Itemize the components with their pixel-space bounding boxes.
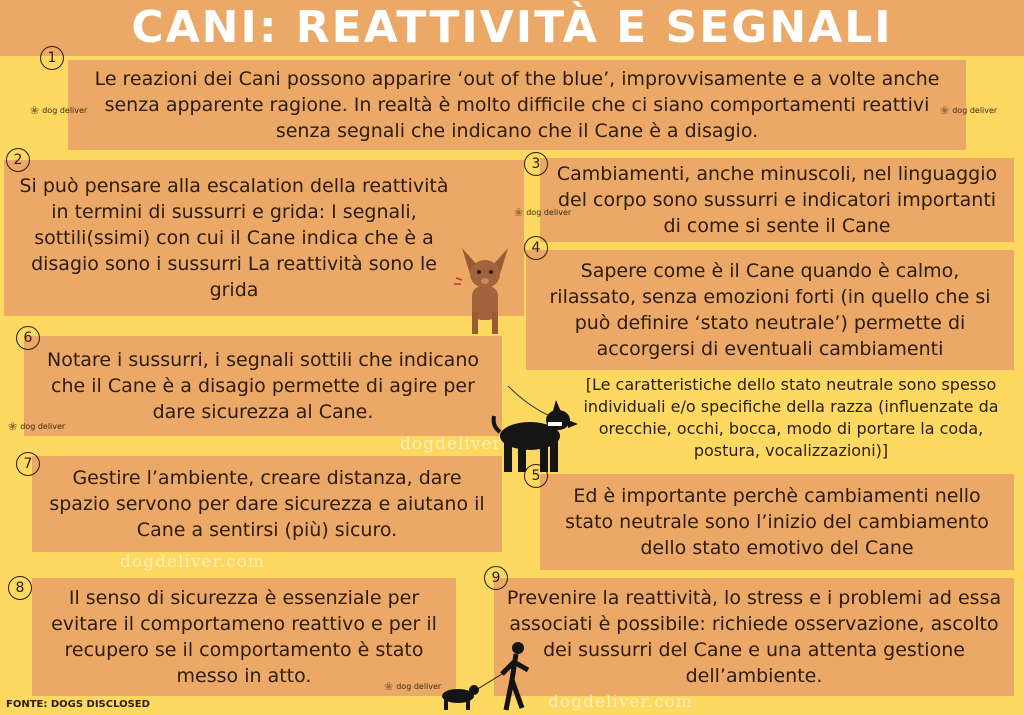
number-7: 7 — [16, 452, 40, 476]
watermark: dogdeliver — [400, 434, 502, 454]
box-1 — [68, 60, 966, 150]
box-1-text: Le reazioni dei Cani possono apparire ‘out of the blue’, improvvisamente e a volte anche senza apparente ragione. In realtà è molto difficile che ci siano comportamenti reattivi senza segnali che indicano che il Cane è a disagio. — [94, 68, 940, 142]
page-title: CANI: REATTIVITÀ E SEGNALI — [131, 2, 893, 53]
number-5: 5 — [524, 464, 548, 488]
person-with-dog-silhouette — [436, 640, 536, 712]
box-5-text: Ed è importante perchè cambiamenti nello stato neutrale sono l’inizio del cambiamento dello stato emotivo del Cane — [565, 485, 989, 559]
number-2: 2 — [6, 148, 30, 172]
box-9-text: Prevenire la reattività, lo stress e i problemi ad essa associati è possibile: richiede osservazione, ascolto dei sussurri del Cane e una attenta gestione dell’ambiente. — [506, 587, 1002, 687]
box-3-text: Cambiamenti, anche minuscoli, nel linguaggio del corpo sono sussurri e indicatori importanti di come si sente il Cane — [556, 163, 998, 237]
number-9: 9 — [484, 566, 508, 590]
box-3 — [540, 158, 1014, 242]
box-2-text: Si può pensare alla escalation della reattività in termini di sussurri e grida: I segnali, sottili(ssimi) con cui il Cane indica che è a disagio sono i sussurri La reattività sono le grida — [19, 175, 449, 301]
box-5 — [540, 474, 1014, 570]
dog-deliver-logo: ❀ dog deliver — [514, 206, 572, 219]
dog-on-leash-illustration — [488, 376, 578, 476]
box-4-text: Sapere come è il Cane quando è calmo, rilassato, senza emozioni forti (in quello che si può definire ‘stato neutrale’) permette di accorgersi di eventuali cambiamenti — [549, 260, 991, 360]
box-7-text: Gestire l’ambiente, creare distanza, dare spazio servono per dare sicurezza e aiutano il Cane a sentirsi (più) sicuro. — [49, 467, 485, 541]
box-2 — [4, 160, 524, 316]
watermark: dogdeliver.com — [120, 552, 266, 572]
box-6 — [24, 336, 502, 436]
box-6-text: Notare i sussurri, i segnali sottili che indicano che il Cane è a disagio permette di agire per dare sicurezza al Cane. — [47, 349, 479, 423]
number-8: 8 — [8, 576, 32, 600]
box-8 — [32, 578, 456, 696]
box-8-text: Il senso di sicurezza è essenziale per evitare il comportameno reattivo e per il recupero se il comportamento è stato messo in atto. — [51, 587, 437, 687]
dog-deliver-logo: ❀ dog deliver — [30, 104, 88, 117]
watermark: dogdeliver.com — [548, 692, 694, 712]
number-3: 3 — [524, 152, 548, 176]
chihuahua-illustration — [452, 244, 518, 336]
number-6: 6 — [16, 326, 40, 350]
neutral-state-note: [Le caratteristiche dello stato neutrale sono spesso individuali e/o specifiche della razza (influenzate da orecchie, occhi, bocca, modo di portare la coda, postura, vocalizzazioni)] — [583, 375, 999, 460]
box-4 — [526, 250, 1014, 370]
number-1: 1 — [40, 46, 64, 70]
dog-deliver-logo: ❀ dog deliver — [940, 104, 998, 117]
box-9 — [494, 578, 1014, 696]
dog-deliver-logo: ❀ dog deliver — [384, 680, 442, 693]
source-credit: FONTE: DOGS DISCLOSED — [6, 699, 150, 710]
number-4: 4 — [524, 236, 548, 260]
dog-deliver-logo: ❀ dog deliver — [8, 420, 66, 433]
box-7 — [32, 456, 502, 552]
